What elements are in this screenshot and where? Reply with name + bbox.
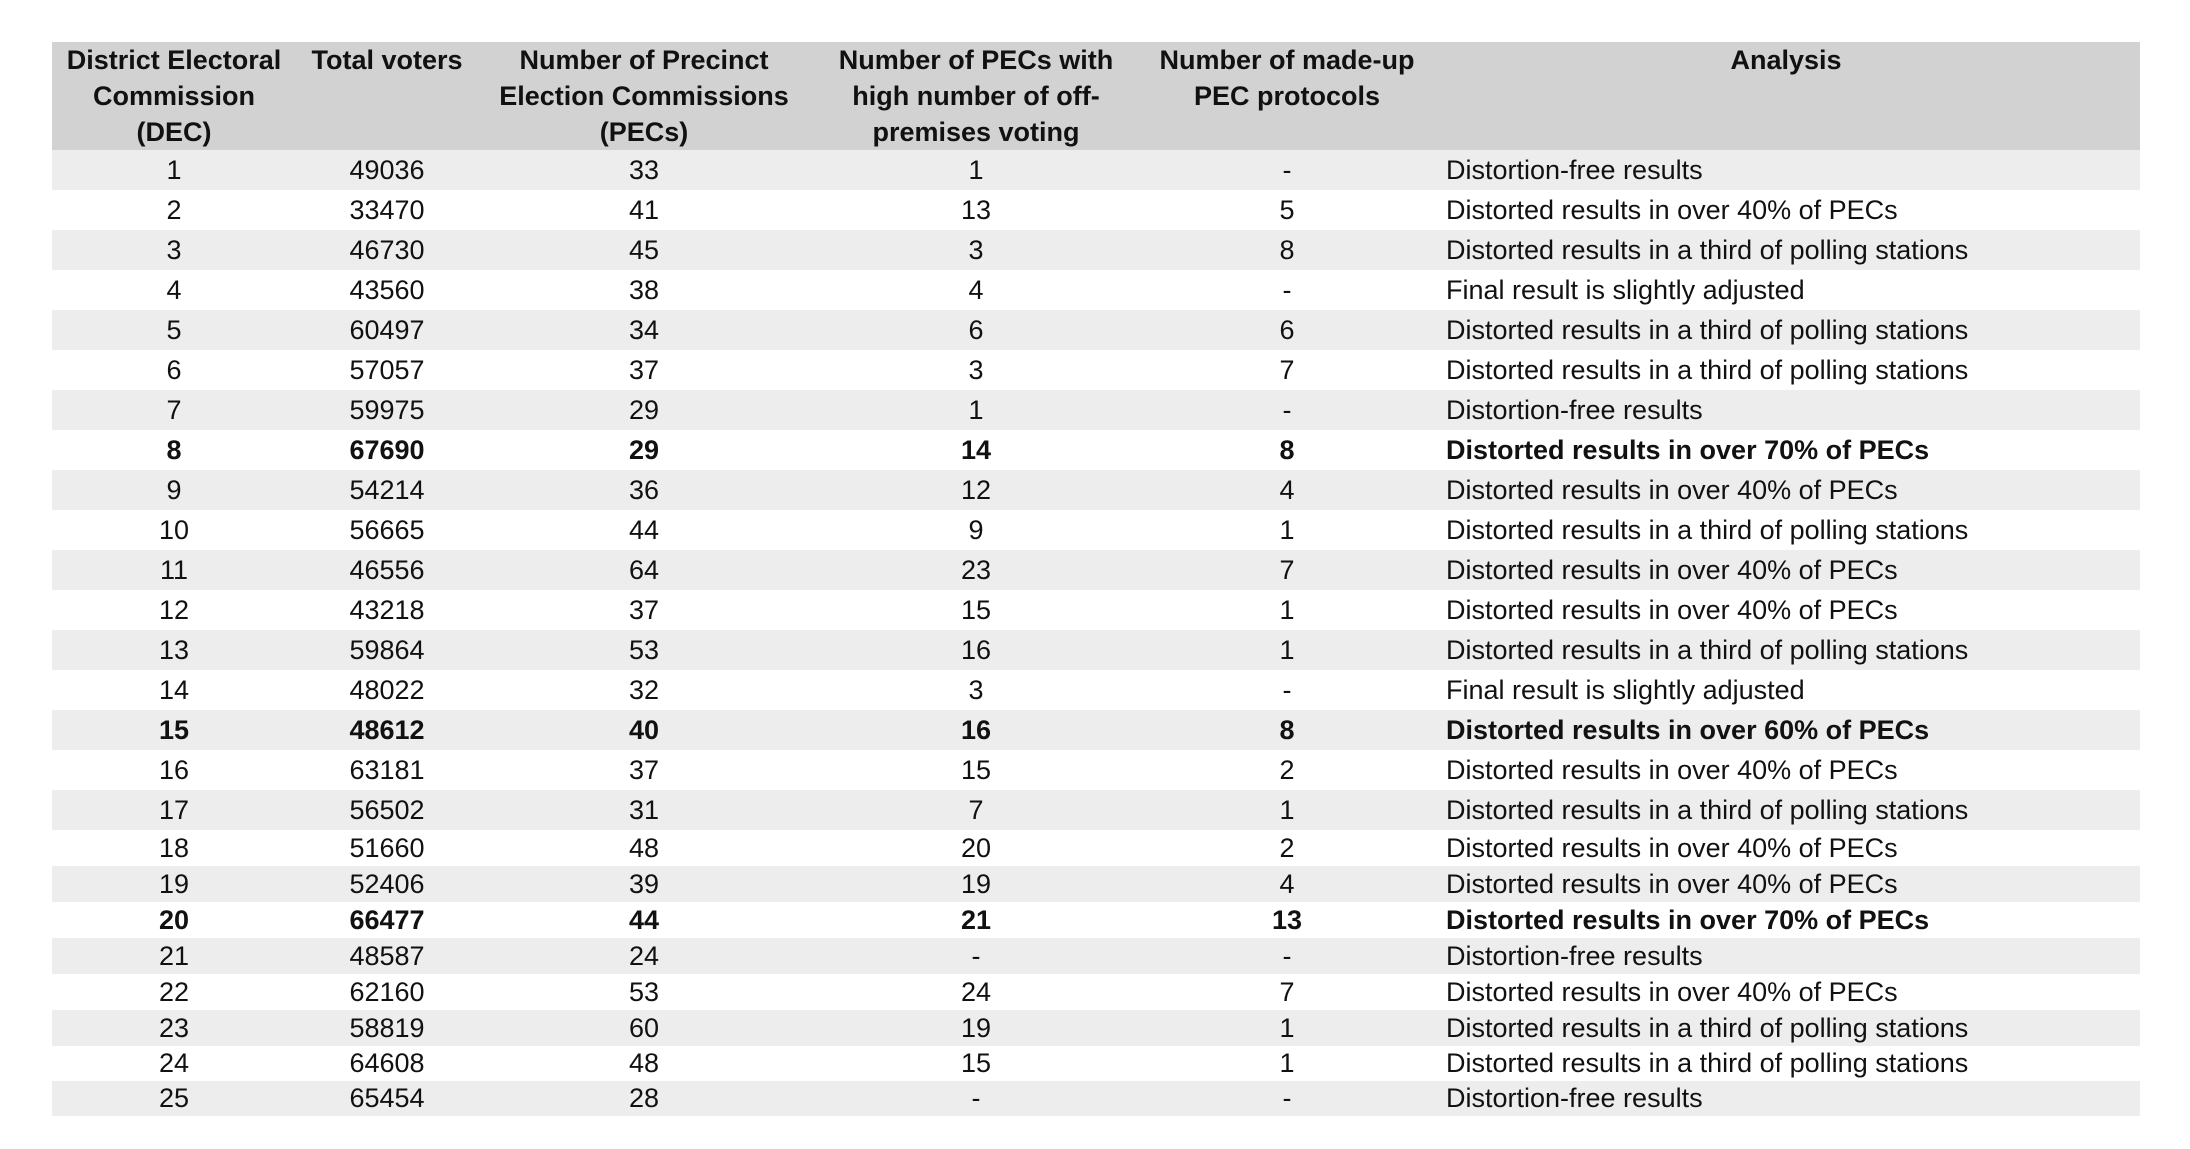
cell-dec: 9	[166, 474, 182, 505]
table-row	[52, 670, 2140, 710]
cell-total-voters: 48022	[349, 674, 425, 705]
cell-made-up-protocols: 1	[1279, 514, 1295, 545]
cell-analysis: Distortion-free results	[1446, 394, 1703, 425]
table-row	[52, 150, 2140, 190]
cell-dec: 16	[158, 754, 190, 785]
cell-number-of-pecs: 24	[628, 940, 660, 971]
table-row	[52, 902, 2140, 938]
cell-total-voters: 51660	[349, 832, 425, 863]
cell-analysis: Distortion-free results	[1446, 1083, 1703, 1113]
cell-dec: 4	[166, 274, 182, 305]
cell-high-off-premises-pecs: 21	[960, 904, 992, 935]
cell-made-up-protocols: 1	[1279, 1048, 1295, 1078]
table-row	[52, 470, 2140, 510]
cell-total-voters: 56502	[349, 794, 425, 825]
cell-high-off-premises-pecs: 14	[960, 434, 992, 465]
cell-total-voters: 67690	[349, 434, 425, 465]
table-row	[52, 350, 2140, 390]
cell-high-off-premises-pecs: 23	[960, 554, 992, 585]
cell-high-off-premises-pecs: -	[971, 1083, 981, 1113]
cell-made-up-protocols: 4	[1279, 868, 1295, 899]
cell-dec: 23	[158, 1012, 190, 1043]
cell-high-off-premises-pecs: 1	[968, 154, 984, 185]
cell-analysis: Distortion-free results	[1446, 940, 1703, 971]
cell-analysis: Distorted results in a third of polling stations	[1446, 354, 1969, 385]
cell-high-off-premises-pecs: 3	[968, 234, 984, 265]
cell-dec: 10	[158, 514, 190, 545]
cell-dec: 8	[166, 434, 182, 465]
cell-number-of-pecs: 41	[628, 194, 660, 225]
cell-number-of-pecs: 29	[628, 394, 660, 425]
cell-analysis: Distorted results in a third of polling stations	[1446, 514, 1969, 545]
cell-made-up-protocols: 2	[1279, 832, 1295, 863]
cell-analysis: Final result is slightly adjusted	[1446, 674, 1805, 705]
table-row	[52, 1046, 2140, 1081]
table-row	[52, 974, 2140, 1010]
cell-dec: 12	[158, 594, 190, 625]
table-row	[52, 630, 2140, 670]
cell-total-voters: 46556	[349, 554, 425, 585]
table-row	[52, 750, 2140, 790]
cell-total-voters: 54214	[349, 474, 425, 505]
cell-made-up-protocols: -	[1282, 394, 1292, 425]
cell-number-of-pecs: 39	[628, 868, 660, 899]
table-row	[52, 230, 2140, 270]
cell-total-voters: 49036	[349, 154, 425, 185]
cell-total-voters: 64608	[349, 1048, 425, 1078]
cell-total-voters: 60497	[349, 314, 425, 345]
table-row	[52, 938, 2140, 974]
cell-total-voters: 46730	[349, 234, 425, 265]
cell-dec: 2	[166, 194, 182, 225]
cell-analysis: Distorted results in over 40% of PECs	[1446, 832, 1898, 863]
header-analysis: Analysis	[1730, 45, 1842, 75]
cell-number-of-pecs: 53	[628, 976, 660, 1007]
cell-high-off-premises-pecs: 3	[968, 354, 984, 385]
table-row	[52, 310, 2140, 350]
cell-dec: 20	[158, 904, 190, 935]
cell-dec: 19	[158, 868, 190, 899]
cell-high-off-premises-pecs: 9	[968, 514, 984, 545]
cell-high-off-premises-pecs: 19	[960, 1012, 992, 1043]
table-row	[52, 790, 2140, 830]
cell-number-of-pecs: 37	[628, 594, 660, 625]
cell-made-up-protocols: 1	[1279, 794, 1295, 825]
cell-number-of-pecs: 28	[628, 1083, 660, 1113]
cell-total-voters: 62160	[349, 976, 425, 1007]
cell-high-off-premises-pecs: 4	[968, 274, 984, 305]
cell-dec: 5	[166, 314, 182, 345]
cell-dec: 22	[158, 976, 190, 1007]
cell-dec: 18	[158, 832, 190, 863]
cell-number-of-pecs: 44	[628, 514, 660, 545]
cell-made-up-protocols: -	[1282, 674, 1292, 705]
cell-dec: 25	[158, 1083, 190, 1113]
cell-dec: 3	[166, 234, 182, 265]
header-number-of-pecs: Number of Precinct Election Commissions (PECs)	[499, 45, 789, 147]
cell-made-up-protocols: 8	[1279, 434, 1295, 465]
cell-analysis: Distorted results in over 60% of PECs	[1446, 714, 1930, 745]
cell-high-off-premises-pecs: 19	[960, 868, 992, 899]
cell-number-of-pecs: 32	[628, 674, 660, 705]
cell-number-of-pecs: 37	[628, 354, 660, 385]
cell-number-of-pecs: 53	[628, 634, 660, 665]
cell-analysis: Distorted results in over 70% of PECs	[1446, 904, 1930, 935]
table-row	[52, 710, 2140, 750]
cell-total-voters: 65454	[349, 1083, 425, 1113]
cell-number-of-pecs: 45	[628, 234, 660, 265]
table-row	[52, 590, 2140, 630]
cell-dec: 21	[158, 940, 190, 971]
cell-made-up-protocols: -	[1282, 274, 1292, 305]
table-row	[52, 830, 2140, 866]
cell-total-voters: 63181	[349, 754, 425, 785]
cell-made-up-protocols: 1	[1279, 1012, 1295, 1043]
table-row	[52, 270, 2140, 310]
cell-high-off-premises-pecs: -	[971, 940, 981, 971]
cell-number-of-pecs: 48	[628, 832, 660, 863]
cell-total-voters: 43560	[349, 274, 425, 305]
cell-number-of-pecs: 36	[628, 474, 660, 505]
cell-total-voters: 59975	[349, 394, 425, 425]
cell-dec: 17	[158, 794, 190, 825]
cell-number-of-pecs: 44	[628, 904, 660, 935]
cell-analysis: Distorted results in a third of polling stations	[1446, 794, 1969, 825]
cell-high-off-premises-pecs: 15	[960, 754, 992, 785]
cell-analysis: Distorted results in a third of polling stations	[1446, 634, 1969, 665]
table-row	[52, 550, 2140, 590]
cell-analysis: Distorted results in over 40% of PECs	[1446, 554, 1898, 585]
header-row	[52, 42, 2140, 150]
dec-results-table-container	[52, 42, 2140, 1116]
cell-made-up-protocols: 7	[1279, 976, 1295, 1007]
cell-analysis: Distorted results in over 40% of PECs	[1446, 754, 1898, 785]
cell-high-off-premises-pecs: 1	[968, 394, 984, 425]
cell-made-up-protocols: -	[1282, 154, 1292, 185]
cell-analysis: Distorted results in over 40% of PECs	[1446, 194, 1898, 225]
table-row	[52, 510, 2140, 550]
cell-high-off-premises-pecs: 3	[968, 674, 984, 705]
cell-dec: 13	[158, 634, 190, 665]
cell-high-off-premises-pecs: 15	[960, 1048, 992, 1078]
cell-analysis: Final result is slightly adjusted	[1446, 274, 1805, 305]
cell-number-of-pecs: 29	[628, 434, 660, 465]
header-dec: District Electoral Commission (DEC)	[66, 45, 282, 147]
cell-made-up-protocols: 8	[1279, 234, 1295, 265]
cell-number-of-pecs: 31	[628, 794, 660, 825]
cell-high-off-premises-pecs: 24	[960, 976, 992, 1007]
table-header	[52, 42, 2140, 150]
cell-analysis: Distorted results in over 40% of PECs	[1446, 976, 1898, 1007]
cell-total-voters: 56665	[349, 514, 425, 545]
cell-made-up-protocols: 4	[1279, 474, 1295, 505]
cell-number-of-pecs: 38	[628, 274, 660, 305]
cell-total-voters: 48587	[349, 940, 425, 971]
cell-number-of-pecs: 48	[628, 1048, 660, 1078]
cell-made-up-protocols: -	[1282, 940, 1292, 971]
header-high-off-premises-pecs: Number of PECs with high number of off-premises voting	[838, 45, 1114, 147]
cell-analysis: Distortion-free results	[1446, 154, 1703, 185]
cell-analysis: Distorted results in a third of polling stations	[1446, 314, 1969, 345]
cell-total-voters: 48612	[349, 714, 425, 745]
table-row	[52, 866, 2140, 902]
cell-number-of-pecs: 60	[628, 1012, 660, 1043]
cell-high-off-premises-pecs: 7	[968, 794, 984, 825]
cell-high-off-premises-pecs: 20	[960, 832, 992, 863]
cell-total-voters: 58819	[349, 1012, 425, 1043]
cell-dec: 7	[166, 394, 182, 425]
table-row	[52, 390, 2140, 430]
table-row	[52, 1010, 2140, 1046]
cell-made-up-protocols: 7	[1279, 554, 1295, 585]
cell-analysis: Distorted results in over 40% of PECs	[1446, 868, 1898, 899]
cell-high-off-premises-pecs: 12	[960, 474, 992, 505]
cell-number-of-pecs: 34	[628, 314, 660, 345]
cell-made-up-protocols: 5	[1279, 194, 1295, 225]
table-body	[52, 150, 2140, 1116]
cell-total-voters: 43218	[349, 594, 425, 625]
cell-analysis: Distorted results in a third of polling stations	[1446, 1048, 1969, 1078]
cell-analysis: Distorted results in a third of polling stations	[1446, 1012, 1969, 1043]
cell-made-up-protocols: 1	[1279, 594, 1295, 625]
cell-number-of-pecs: 37	[628, 754, 660, 785]
cell-high-off-premises-pecs: 15	[960, 594, 992, 625]
cell-dec: 15	[158, 714, 190, 745]
cell-high-off-premises-pecs: 16	[960, 634, 992, 665]
cell-total-voters: 52406	[349, 868, 425, 899]
cell-dec: 1	[166, 154, 182, 185]
cell-dec: 14	[158, 674, 190, 705]
cell-made-up-protocols: 7	[1279, 354, 1295, 385]
cell-total-voters: 57057	[349, 354, 425, 385]
table-row	[52, 430, 2140, 470]
cell-made-up-protocols: 2	[1279, 754, 1295, 785]
cell-number-of-pecs: 64	[628, 554, 660, 585]
cell-total-voters: 59864	[349, 634, 425, 665]
header-total-voters: Total voters	[311, 45, 463, 75]
cell-dec: 6	[166, 354, 182, 385]
cell-high-off-premises-pecs: 13	[960, 194, 992, 225]
cell-analysis: Distorted results in over 70% of PECs	[1446, 434, 1930, 465]
cell-high-off-premises-pecs: 16	[960, 714, 992, 745]
cell-total-voters: 66477	[349, 904, 425, 935]
cell-dec: 11	[159, 554, 189, 585]
cell-analysis: Distorted results in a third of polling stations	[1446, 234, 1969, 265]
dec-results-table	[52, 42, 2140, 1116]
cell-made-up-protocols: 13	[1271, 904, 1303, 935]
cell-high-off-premises-pecs: 6	[968, 314, 984, 345]
cell-analysis: Distorted results in over 40% of PECs	[1446, 594, 1898, 625]
cell-made-up-protocols: -	[1282, 1083, 1292, 1113]
cell-number-of-pecs: 40	[628, 714, 660, 745]
cell-made-up-protocols: 8	[1279, 714, 1295, 745]
cell-number-of-pecs: 33	[628, 154, 660, 185]
cell-dec: 24	[158, 1048, 190, 1078]
table-row	[52, 1081, 2140, 1116]
cell-made-up-protocols: 1	[1279, 634, 1295, 665]
cell-analysis: Distorted results in over 40% of PECs	[1446, 474, 1898, 505]
header-made-up-protocols: Number of made-up PEC protocols	[1159, 45, 1415, 111]
cell-total-voters: 33470	[349, 194, 425, 225]
cell-made-up-protocols: 6	[1279, 314, 1295, 345]
table-row	[52, 190, 2140, 230]
